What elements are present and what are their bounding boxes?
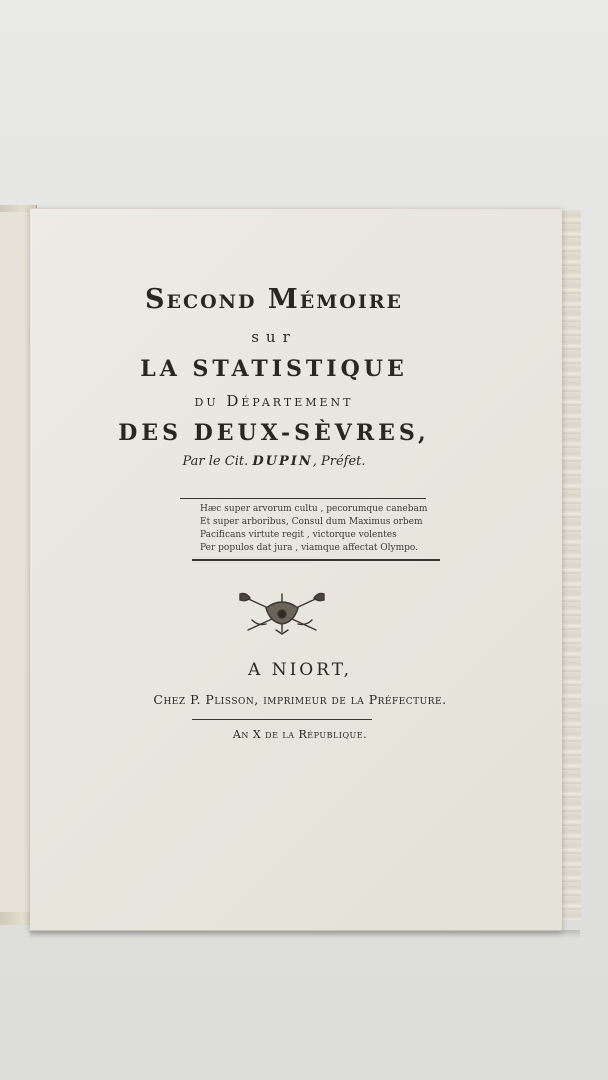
title-du-departement: du Département (194, 392, 354, 410)
imprint-date: An X de la République. (232, 728, 368, 741)
epigraph-line: Pacificans virtute regit , victorque volentes (200, 530, 397, 540)
epigraph-line: Et super arboribus, Consul dum Maximus orbem (200, 517, 423, 527)
byline-prefix: Par le Cit. (182, 454, 249, 469)
author-byline (92, 454, 456, 469)
arms-trophy-ornament-icon (236, 590, 328, 636)
imprint-printer: Chez P. Plisson, imprimeur de la Préfecture. (153, 692, 447, 707)
previous-page-edge (0, 212, 31, 912)
epigraph-top-rule (180, 498, 426, 499)
title-des-deux-sevres: DES DEUX-SÈVRES, (118, 420, 430, 446)
latin-epigraph (200, 503, 440, 555)
title-la-statistique: LA STATISTIQUE (140, 356, 408, 382)
epigraph-line: Per populos dat jura , viamque affectat Olympo. (200, 543, 419, 553)
byline-suffix: , Préfet. (312, 454, 366, 469)
imprint-rule (192, 719, 372, 720)
epigraph-line: Hæc super arvorum cultu , pecorumque canebam (200, 504, 428, 514)
epigraph-bottom-rule (192, 559, 440, 561)
imprint-place: A NIORT, (248, 660, 352, 680)
title-page (30, 208, 562, 931)
title-sur: sur (251, 328, 297, 346)
page-shadow (30, 930, 580, 938)
title-second-memoire: Second Mémoire (144, 284, 403, 315)
author-name: DUPIN (252, 454, 313, 469)
